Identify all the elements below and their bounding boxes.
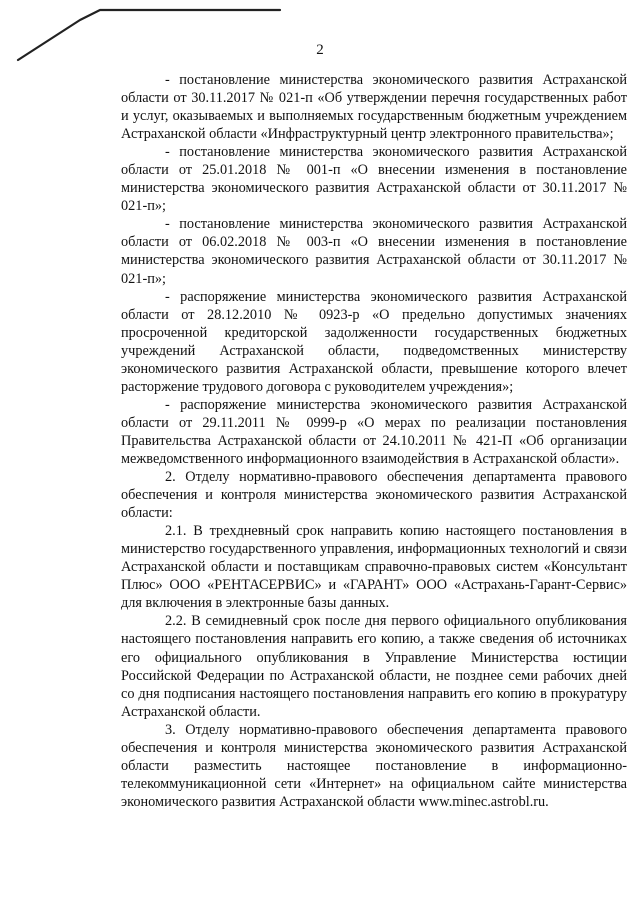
paragraph-section-3: 3. Отделу нормативно-правового обеспечения департамента правового обеспечения и контроля министерства экономического развития Астраханской области разместить настоящее постановление в информационно-телекоммуникационной сети «Интернет» на официальном сайте министерства экономического развития Астраханской области www.minec.astrobl.ru. [121,721,627,810]
paragraph-decree-021: - постановление министерства экономического развития Астраханской области от 30.11.2017 № 021-п «Об утверждении перечня государственных работ и услуг, оказываемых и выполняемых государственным бюджетным учреждением Астраханской области «Инфраструктурный центр электронного правительства»; [121,72,627,143]
paragraph-decree-001: - постановление министерства экономического развития Астраханской области от 25.01.2018 № 001-п «О внесении изменения в постановление министерства экономического развития Астраханской области от 30.11.2017 № 021-п»; [121,144,627,215]
document-body [121,71,627,811]
paragraph-order-0923: - распоряжение министерства экономического развития Астраханской области от 28.12.2010 № 0923-р «О предельно допустимых значениях просроченной кредиторской задолженности государственных бюджетных учреждений Астраханской области, подведомственных министерству экономического развития Астраханской области, превышение которого влечет расторжение трудового договора с руководителем учреждения»; [121,288,627,395]
page-number: 2 [316,42,324,58]
paragraph-section-2-2: 2.2. В семидневный срок после дня первого официального опубликования настоящего постановления направить его копию, а также сведения об источниках его официального опубликования в Управление Министерства юстиции Российской Федерации по Астраханской области, не позднее семи рабочих дней со дня подписания настоящего постановления направить его копию в прокуратуру Астраханской области. [121,613,627,720]
paragraph-order-0999: - распоряжение министерства экономического развития Астраханской области от 29.11.2011 № 0999-р «О мерах по реализации постановления Правительства Астраханской области от 24.10.2011 № 421-П «Об организации межведомственного информационного взаимодействия в Астраханской области». [121,396,627,467]
paragraph-section-2-1: 2.1. В трехдневный срок направить копию настоящего постановления в министерство государственного управления, информационных технологий и связи Астраханской области и поставщикам справочно-правовых систем «Консультант Плюс» ООО «РЕНТАСЕРВИС» и «ГАРАНТ» ООО «Астрахань-Гарант-Сервис» для включения в электронные базы данных. [121,523,627,612]
paragraph-section-2: 2. Отделу нормативно-правового обеспечения департамента правового обеспечения и контроля министерства экономического развития Астраханской области: [121,469,627,522]
paragraph-decree-003: - постановление министерства экономического развития Астраханской области от 06.02.2018 № 003-п «О внесении изменения в постановление министерства экономического развития Астраханской области от 30.11.2017 № 021-п»; [121,216,627,287]
